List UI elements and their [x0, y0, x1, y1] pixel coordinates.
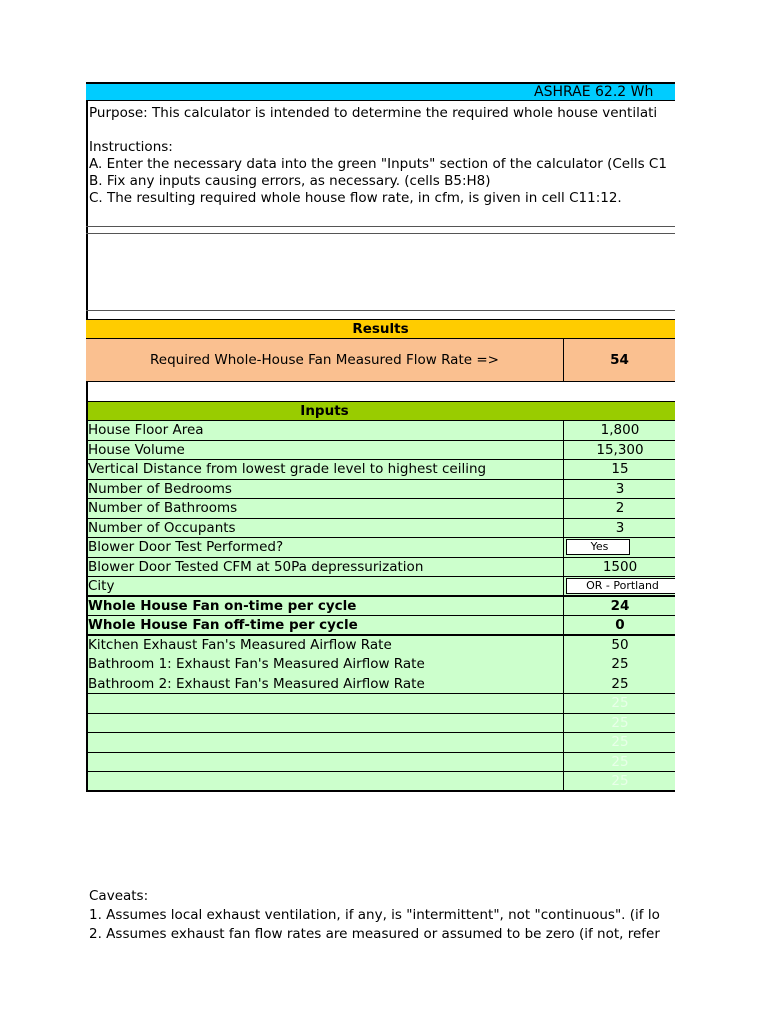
input-label: Blower Door Test Performed?: [88, 539, 284, 555]
input-row-bathroom-1-fan: [86, 655, 675, 675]
input-value[interactable]: 25: [563, 733, 675, 752]
inputs-table: [86, 421, 675, 792]
city-dropdown[interactable]: OR - Portland: [566, 578, 675, 594]
input-label: Number of Bathrooms: [88, 500, 238, 516]
input-label: [88, 772, 562, 790]
calculator-title: ASHRAE 62.2 Wh: [534, 84, 654, 100]
input-value-cell: [563, 538, 675, 557]
caveat-1: 1. Assumes local exhaust ventilation, if any, is "intermittent", not "continuous". (if lo: [89, 907, 660, 923]
input-label: [88, 733, 562, 752]
input-row-bathroom-2-fan: [86, 675, 675, 695]
input-row-bedrooms: [86, 480, 675, 500]
input-row-house-volume: [86, 441, 675, 461]
input-value[interactable]: 25: [563, 772, 675, 790]
input-row-kitchen-fan: [86, 636, 675, 656]
input-label: Blower Door Tested CFM at 50Pa depressurization: [88, 558, 424, 575]
input-value[interactable]: 25: [563, 753, 675, 772]
input-value[interactable]: 25: [563, 655, 675, 675]
results-value[interactable]: 54: [610, 352, 629, 368]
instruction-c: C. The resulting required whole house flow rate, in cfm, is given in cell C11:12.: [89, 190, 622, 206]
instructions-heading: Instructions:: [89, 139, 173, 155]
input-row-blower-door-test: [86, 538, 675, 558]
input-label: Kitchen Exhaust Fan's Measured Airflow Rate: [88, 636, 392, 653]
input-label: City: [88, 578, 115, 594]
input-value[interactable]: 3: [563, 519, 675, 538]
input-label: House Volume: [88, 441, 185, 458]
caveat-2: 2. Assumes exhaust fan flow rates are measured or assumed to be zero (if not, refer: [89, 926, 660, 942]
inputs-header: [86, 401, 675, 421]
input-value[interactable]: 24: [563, 597, 675, 616]
purpose-text: Purpose: This calculator is intended to determine the required whole house ventilati: [89, 105, 658, 121]
input-row-extra: [86, 714, 675, 734]
calculator-title-bar: [86, 82, 675, 101]
inputs-left-border: [86, 401, 88, 792]
inputs-heading: Inputs: [300, 403, 349, 419]
divider-line: [86, 226, 675, 227]
input-label: Number of Bedrooms: [88, 480, 232, 497]
blower-door-dropdown[interactable]: Yes: [566, 539, 630, 555]
input-row-city: [86, 577, 675, 597]
input-row-floor-area: [86, 421, 675, 441]
input-value[interactable]: 1500: [563, 558, 675, 577]
instruction-a: A. Enter the necessary data into the green "Inputs" section of the calculator (Cells C1: [89, 156, 667, 172]
input-row-blower-door-cfm: [86, 558, 675, 578]
input-row-extra: [86, 753, 675, 773]
caveats-heading: Caveats:: [89, 888, 149, 904]
input-value[interactable]: 3: [563, 480, 675, 499]
input-label: House Floor Area: [88, 422, 204, 438]
input-label: Bathroom 2: Exhaust Fan's Measured Airflow Rate: [88, 675, 425, 692]
input-value[interactable]: 0: [563, 616, 675, 634]
instruction-b: B. Fix any inputs causing errors, as necessary. (cells B5:H8): [89, 173, 491, 189]
results-row: [86, 339, 675, 382]
input-row-occupants: [86, 519, 675, 539]
results-heading: Results: [352, 321, 409, 337]
results-header: [86, 319, 675, 339]
input-value[interactable]: 25: [563, 675, 675, 694]
input-label: [88, 753, 562, 772]
input-label: Number of Occupants: [88, 519, 236, 536]
input-row-extra: [86, 772, 675, 792]
input-value[interactable]: 50: [563, 636, 675, 656]
input-value-cell: [563, 577, 675, 595]
input-value[interactable]: 15,300: [563, 441, 675, 460]
input-value[interactable]: 25: [563, 694, 675, 713]
input-value[interactable]: 25: [563, 714, 675, 733]
input-label: Bathroom 1: Exhaust Fan's Measured Airflow Rate: [88, 656, 425, 672]
input-row-fan-off-time: [86, 616, 675, 636]
input-label: Vertical Distance from lowest grade level to highest ceiling: [88, 461, 487, 477]
input-value[interactable]: 15: [563, 460, 675, 479]
input-row-fan-on-time: [86, 597, 675, 617]
divider-line: [86, 310, 675, 311]
input-label: Whole House Fan on-time per cycle: [88, 597, 357, 614]
input-row-extra: [86, 733, 675, 753]
divider-line: [86, 233, 675, 234]
sheet-left-border: [86, 82, 88, 319]
results-label: Required Whole-House Fan Measured Flow Rate =>: [86, 339, 564, 381]
input-value[interactable]: 2: [563, 499, 675, 518]
input-value[interactable]: 1,800: [563, 421, 675, 440]
input-label: Whole House Fan off-time per cycle: [88, 617, 358, 633]
input-row-bathrooms: [86, 499, 675, 519]
input-label: [88, 694, 562, 713]
input-label: [88, 714, 562, 733]
input-row-extra: [86, 694, 675, 714]
input-row-vertical-distance: [86, 460, 675, 480]
